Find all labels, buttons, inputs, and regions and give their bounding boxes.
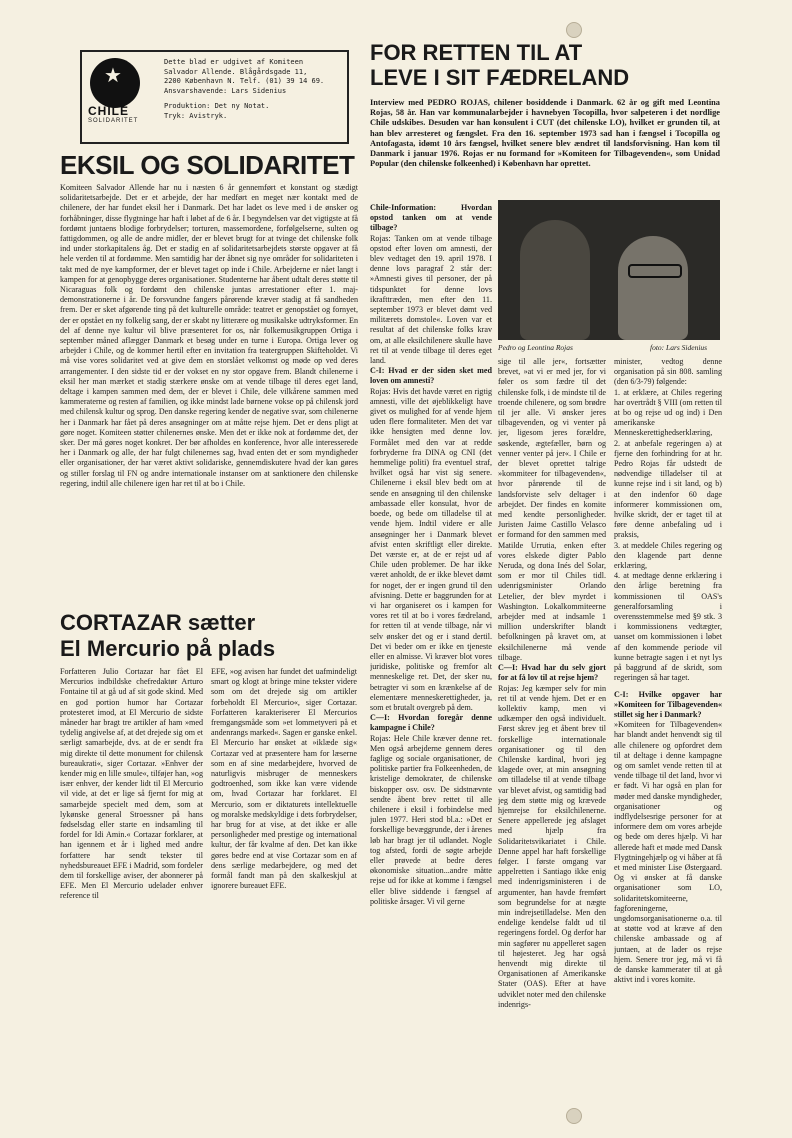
star-icon: ★	[104, 65, 122, 87]
masthead-box	[80, 50, 349, 144]
masthead-line: Tryk: Avistryk.	[164, 111, 228, 120]
masthead-line: Salvador Allende. Blågårdsgade 11,	[164, 67, 308, 76]
logo-text: CHILE	[88, 104, 129, 118]
question: Chile-Information: Hvordan opstod tanken om at vende tilbage?	[370, 203, 492, 233]
masthead-info	[164, 58, 344, 122]
rojas-photo	[498, 200, 720, 340]
list-item: 4. at medtage denne erklæring i den årlige beretning fra kommissionen til OAS's generalforsamling i overensstemmelse med §9 stk. 3 i kommissionens vedtægter, uanset om kommissionen i løbet af den kommende periode vil kunne betragte sagen i et nyt lys på baggrund af de skridt, som regeringen så har taget.	[614, 571, 722, 683]
person-figure	[520, 220, 590, 340]
answer: Rojas: Hvis det havde været en rigtig amnesti, ville det øjeblikkeligt have givet os mulighed for af vende hjem uden flere formaliteter. Men det var ikke hensigten med denne lov. Formålet med den var at redde forbryderne fra DINA og CNI (det hemmelige politi) fra eventuel straf, hvilket også har vist sig senere. Chilenerne i eksil blev bedt om at sende en ansøgning til den chilenske ambassade eller konsulat, hvor de boede, og bede om tilladelse til at vende hjem. Indtil videre er alle ansøgninger her i Danmark blevet afvist enten skriftligt eller direkte. Det værste er, at de er rejst ud af Chile uden problemer. De har ikke været anholdt, de er ikke blevet dømt for noget, der er ingen grund til den afvisning. Dette er baggrunden for at vi har organiseret os i kampen for vores ret til at bo i vores fædreland, for retten til at vende tilbage, når vi selv ønsker det og er i stand dertil. Det vi beder om er ikke en tjeneste eller en almisse. Vi kræver blot vores juridiske, politiske og fremfor alt menneskelige ret. Det, der sker nu, betragter vi som en krænkelse af de elementære menneskerettigheder, ja, som et brutalt overgreb på dem.	[370, 386, 492, 712]
cortazar-headline-line: CORTAZAR sætter	[60, 610, 256, 635]
chile-solidaritet-logo	[90, 58, 140, 108]
masthead-line: Dette blad er udgivet af Komiteen	[164, 58, 304, 66]
list-item: 1. at erklære, at Chiles regering har overtrådt § VIII (om retten til at bo og rejse ud og ind) i Den amerikanske Menneskerettighedserklæring,	[614, 387, 722, 438]
punch-hole	[566, 22, 582, 38]
photo-credit: foto: Lars Sidenius	[650, 343, 708, 352]
rojas-column-3	[614, 357, 722, 1087]
exil-body: Komiteen Salvador Allende har nu i næsten 6 år gennemført et konstant og stædigt solidaritetsarbejde. Det er et arbejde, der har medført en meget nær kontakt med de chilenere, der har fundet eksil her i Danmark. Det har ladet os leve med i de ønsker og forhåbninger, disse flygtninge har haft i løbet af de 6 år. I begyndelsen var det vigtigste at få fordømt juntaens blodige forbrydelser; torturen, massemordene, forfølgelserne, sulten og fattigdommen, og alle de andre midler, der er blevet brugt for at tvinge det chilenske folk ind under storkapitalens åg. Det er stadig en af solidaritetsarbejdets største opgaver at få hele verden til at fordømme. Men samtidig har der åbnet sig nye områder for solidariteten i takt med de nye kampformer, der er blevet taget op inde i Chile. Arbejderne er nået langt i kampen for at genopbygge deres organisationer. Studenterne har åbent udtalt deres støtte til Nicaraguas folk og fordømt den chilenske juntas arrestationer efter 1. maj-demonstrationerne i år. De forsvundne fangers pårørende kræver stadig at få sandheden frem. Der er sket afgørende ting på det kulturelle område: teatret er genopstået og fornyet, der er opstået en ny folkelig sang, der er skabt ny litterære og musikalske udtryksformer. En del af denne nye kultur vil blive præsenteret for os, når folkemusikgruppen Ortiga i september måned aflægger Danmark et besøg under en turne i Europa. Ortiga lever og arbejder i Chile, og de kommer hertil efter en invitation fra teatergruppen Skifteholdet. Vi må vise vores solidaritet ved at give dem en storslået velkomst og møde op ved deres arrangementer. I den sidste tid er der vokset en ny stor opgave frem. Blandt chilenerne i eksil her man mærket et stadig stærkere ønske om at vende tilbage til deres eget land, deltage i kampen sammen med dem, der er blevet i Chile, dele vilkårene sammen med kammeraterne og resten af familien, og ikke mindst lade børnene vokse op på chilensk jord med chilensk kultur og sprog. Den danske regering kender de negative svar, som chilenerne her i Danmark har fået på deres ansøgninger om at måtte rejse hjem. Det er dens pligt at gøre noget. Komiteen støtter chilenernes ønske. Men det er ikke nok at fordømme det, der sker. Der må gøres noget konkret. Der bør afholdes en konference, hvor alle interesserede her i Danmark og alle, der har fulgt chilenernes sag, hvad enten det er som myndigheder eller organisationer, der har været aktivt solidariske, gennemdiskutere hvad der kan gøres og stiller forslag til FN og andre internationale instanser om at sanktionere den chilenske regering, indtil alle chilenere igen har ret til at bo i Chile.	[60, 183, 358, 488]
question: C-I: Hvilke opgaver har »Komiteen for Tilbagevenden« stillet sig her i Danmark?	[614, 689, 722, 719]
glasses-shape	[628, 264, 682, 278]
question: C—I: Hvordan foregår denne kampagne i Chile?	[370, 713, 492, 733]
cortazar-column-1: Forfatteren Julio Cortazar har fået El Mercurios indbildske chefredaktør Arturo Fontaine til at gå ud af sit gode skind. Med en god portion humor har Cortazar protesteret imod, at El Mercurio de sidste måneder har bragt tre artikler af ham »med tydelig angivelse af, at det drejede sig om et særligt samarbejde, dvs. at de er sendt fra mig direkte til dette monument for chilensk bureaukrati«, siger Cortazar. »Enhver der kender mig en lille smule«, tilføjer han, »og især enhver, der kender lidt til El Mercurio vil vide, at det er lige så fjernt for mig at samarbejde specielt med dem, som at lykønske general Stroessner på hans fødselsdag eller starte en indsamling til fordel for Idi Amin.« Cortazar forklarer, at han igennem et år i lighed med andre forfattere har sendt tekster til nyhedsbureauet EFE i Madrid, som fordeler dem til forskellige aviser, der abonnerer på EFE. Men El Mercurio udelader enhver reference til	[60, 667, 203, 901]
rojas-intro: Interview med PEDRO ROJAS, chilener bosiddende i Danmark. 62 år og gift med Leontina Rojas, 58 år. Han var kommunalarbejder i havnebyen Tocopilla, hvor salpeteren i det nordlige Chile udskibes. Desuden var han konsulent i CUT (det chilenske LO), hvilket er grunden til, at han blev arresteret og fængslet. Fra den 16. september 1973 sad han i fængsel i Tocopilla og Antofagasta, idømt 10 års fængsel, hvilket senere blev ændret til landsforvisning. Han kom til Danmark i januar 1976. Rojas er nu formand for »Komiteen for Tilbagevenden«, som Unidad Popular (den chilenske folkeenhed) i København har oprettet.	[370, 98, 720, 169]
rojas-column-1	[370, 203, 492, 1087]
masthead-line: 2200 København N. Telf. (01) 39 14 69.	[164, 77, 325, 86]
photo-caption: Pedro og Leontina Rojas	[498, 343, 573, 352]
cortazar-headline	[60, 610, 275, 662]
question: C-I: Hvad er der siden sket med loven om amnesti?	[370, 366, 492, 386]
masthead-line: Ansvarshavende: Lars Sidenius	[164, 86, 287, 95]
rojas-headline-line: LEVE I SIT FÆDRELAND	[370, 65, 630, 90]
cortazar-headline-line: El Mercurio på plads	[60, 636, 276, 661]
answer: sige til alle jer«, fortsætter brevet, »at vi er med jer, for vi føler os som fædre til det chilenske folk, i de mindste til de troende chilenere, og som brødre til jer alle. Vi ønsker jeres tilbagevenden, og vi venter på jer, ligesom jeres forældre, søskende, ægtefæller, børn og venner venter på jer«. I Chile er der blevet oprettet talrige »kommiteer for tilbagevenden«, hvor pårørende til de landsforviste selv deltager i arbejdet. Der findes en komite med kendte personligheder. Juristen Jaime Castillo Velasco er formand for den sammen med Matilde Urrutia, enken efter vores elskede digter Pablo Neruda, og dona Inés del Solar, som er mor til Chiles tidl. udenrigsminister Orlando Letelier, der blev myrdet i Washington. Lokalkommiteerne arbejder med at indsamle 1 million underskrifter blandt befolkningen på kravet om, at eksilchilenerne må vende tilbage.	[498, 357, 606, 662]
answer: Rojas: Tanken om at vende tilbage opstod efter loven om amnesti, der blev vedtaget den 19. april 1978. I denne lovs paragraf 2 står der: »Amnesti gives til personer, der på tidspunktet for denne lovs ikrafttræden, men efter den 11. september 1973 er blevet dømt ved militærets domstole«. Loven var et resultat af det chilenske folks krav om, at alle eksilchilenere skulle have ret til at vende tilbage til deres eget land.	[370, 233, 492, 366]
answer: Rojas: Hele Chile kræver denne ret. Men også arbejderne gennem deres faglige og sociale organisationer, de politiske partier fra Folkeenheden, de kristelige demokrater, de chilenske biskopper osv. osv. De sidstnævnte sendte åbent brev rettet til alle chilenere i eksil i forbindelse med julen 1977. Heri stod bl.a.: »Det er forskellige bevæggrunde, der i årenes løb har bragt jer til udlandet. Nogle tog afsted, fordi de søgte arbejde eller prøvede at bedre deres økonomiske situation...andre måtte rejse ud for ikke at komme i fængsel eller blive siddende i fængsel af politiske årsager. Vi vil gerne	[370, 733, 492, 906]
rojas-headline	[370, 40, 629, 90]
person-figure	[618, 236, 688, 340]
rojas-headline-line: FOR RETTEN TIL AT	[370, 40, 583, 65]
exil-headline: EKSIL OG SOLIDARITET	[60, 150, 355, 180]
masthead-line: Produktion: Det ny Notat.	[164, 102, 270, 111]
list-item: 2. at anbefale regeringen a) at fjerne den forhindring for at hr. Pedro Rojas får udstedt de nødvendige tilladelser til at kunne rejse ind i sit land, og b) at den indenfor 60 dage informerer kommissionen om, hvilke skridt, der er taget til at føre denne anbefaling ud i praksis,	[614, 438, 722, 540]
question: C—I: Hvad har du selv gjort for at få lov til at rejse hjem?	[498, 663, 606, 683]
answer: Rojas: Jeg kæmper selv for min ret til at vende hjem. Det er en kollektiv kamp, men vi udkæmper den også individuelt. Først skrev jeg et åbent brev til forskellige internationale organisationer og til den Chilenske kardinal, hvori jeg klagede over, at min ansøgning om tilladelse til at vende tilbage var blevet afvist, og samtidig bad jeg dem støtte mig og krævede hjemrejse for eksilchilenerne. Senere appellerede jeg afslaget med hjælp fra Solidaritetsvikariatet i Chile. Denne appel har haft forskellige følger. I første omgang var appelretten i Santiago ikke enig med indenrigsministeren i de argumenter, han havde fremført som begrundelse for at nægte min indrejsetilladelse. Men den endelige kendelse faldt ud til regeringens fordel. Og derfor har min sagfører nu appelleret sagen til højesteret. Jeg har også henvendt mig direkte til Organisationen af Amerikanske Stater (OAS). Efter at have udviklet noter med den chilenske indenrigs-	[498, 683, 606, 1009]
answer: minister, vedtog denne organisation på sin 808. samling (den 6/3-79) følgende:	[614, 357, 722, 387]
cortazar-column-2: EFE, »og avisen har fundet det uafmindeligt smart og klogt at bringe mine tekster videre som om det drejede sig om artikler forbeholdt El Mercurio«, siger Cortazar. Forfatteren karakteriserer El Mercurios fremgangsmåde som »et lommetyveri på et andenrangs marked«. Sagen er ganske enkel. El Mercurio har ønsket at »iklæde sig« Cortazar ved at præsentere ham for læserne som en af sine medarbejdere, hvorved de naturligvis misbruger de menneskers godtroenhed, som ikke kan være vidende om, hvad Cortazar har forklaret. El Mercurio, som er diktaturets intellektuelle og moralske medskyldige i dets forbrydelser, har brug for at vise, at det ikke er alle personligheder med prestige og international kultur, der får kvalme af den. Det kan ikke gøres bedre end at vise Cortazar som en af dens særlige medarbejdere, og med det formål fandt man på den skalkeskjul at ignorere bureauet EFE.	[211, 667, 357, 891]
logo-subtext: SOLIDARITET	[88, 118, 139, 124]
rojas-column-2	[498, 357, 606, 1087]
punch-hole	[566, 1108, 582, 1124]
list-item: 3. at meddele Chiles regering og den klagende part denne erklæring,	[614, 540, 722, 571]
answer: »Komiteen for Tilbagevenden« har blandt andet henvendt sig til alle chilenere og opfordret dem til at deltage i denne kampagne og om samlet vende retten til at vende tilbage til det land, hvor vi er født. Vi har også en plan for møder med danske myndigheder, organisationer og indflydelsesrige personer for at informere dem om vores arbejde og bede om deres hjælp. Vi har allerede haft et møde med Dansk Flygtningehjælp og vi håber at få et med minister Lise Østergaard. Og vi ønsker at få danske organisationer som LO, solidaritetskomiteerne, fagforeningerne, ungdomsorganisationerne o.a. til at støtte vod at kræve af den chilenske ambassade og af juntaen, at de lader os rejse hjem. Senere tror jeg, må vi få de danske kammerater til at gå aktivt ind i vores komite.	[614, 720, 722, 985]
